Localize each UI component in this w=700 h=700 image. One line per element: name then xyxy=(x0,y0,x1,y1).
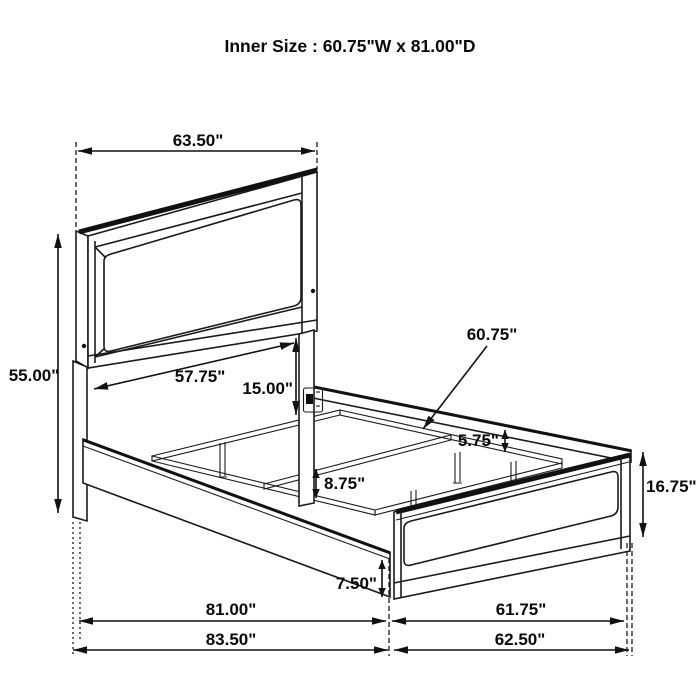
headboard-right-leg xyxy=(299,330,314,506)
dim-label-rail-height: 7.50" xyxy=(335,574,377,593)
dim-label-overall-depth: 83.50" xyxy=(205,630,257,649)
dim-label-inner-width-pointer: 60.75" xyxy=(466,325,518,344)
dim-label-footboard-width: 62.50" xyxy=(494,630,546,649)
dim-label-footboard-inner-width: 61.75" xyxy=(495,600,547,619)
dim-label-rail-to-slat: 5.75" xyxy=(457,431,499,450)
dim-label-footboard-height: 16.75" xyxy=(646,477,697,496)
headboard-left-side xyxy=(76,231,88,368)
dim-overall-depth xyxy=(73,630,388,650)
dim-panel-to-slat-height xyxy=(242,338,296,415)
dim-rail-to-slat xyxy=(458,430,505,452)
dim-label-panel-to-slat-height: 15.00" xyxy=(242,379,293,398)
dim-label-inner-depth: 81.00" xyxy=(205,600,257,619)
dim-label-slat-clearance: 8.75" xyxy=(324,474,366,493)
headboard-knob-left xyxy=(82,344,86,348)
dim-footboard-width xyxy=(394,630,629,650)
dim-label-headboard-height: 55.00" xyxy=(8,366,60,385)
diagram-title: Inner Size : 60.75"W x 81.00"D xyxy=(224,36,476,56)
far-side-rail xyxy=(313,386,631,462)
dim-footboard-height xyxy=(643,452,697,537)
dim-inner-depth xyxy=(79,600,386,621)
dim-slat-clearance xyxy=(316,469,365,498)
dim-footboard-inner-width xyxy=(392,600,624,621)
dim-headboard-height xyxy=(9,234,60,513)
headboard-knob-right xyxy=(311,289,315,293)
dim-label-headboard-inner-width: 57.75" xyxy=(174,367,226,386)
dim-label-headboard-width: 63.50" xyxy=(172,131,224,150)
